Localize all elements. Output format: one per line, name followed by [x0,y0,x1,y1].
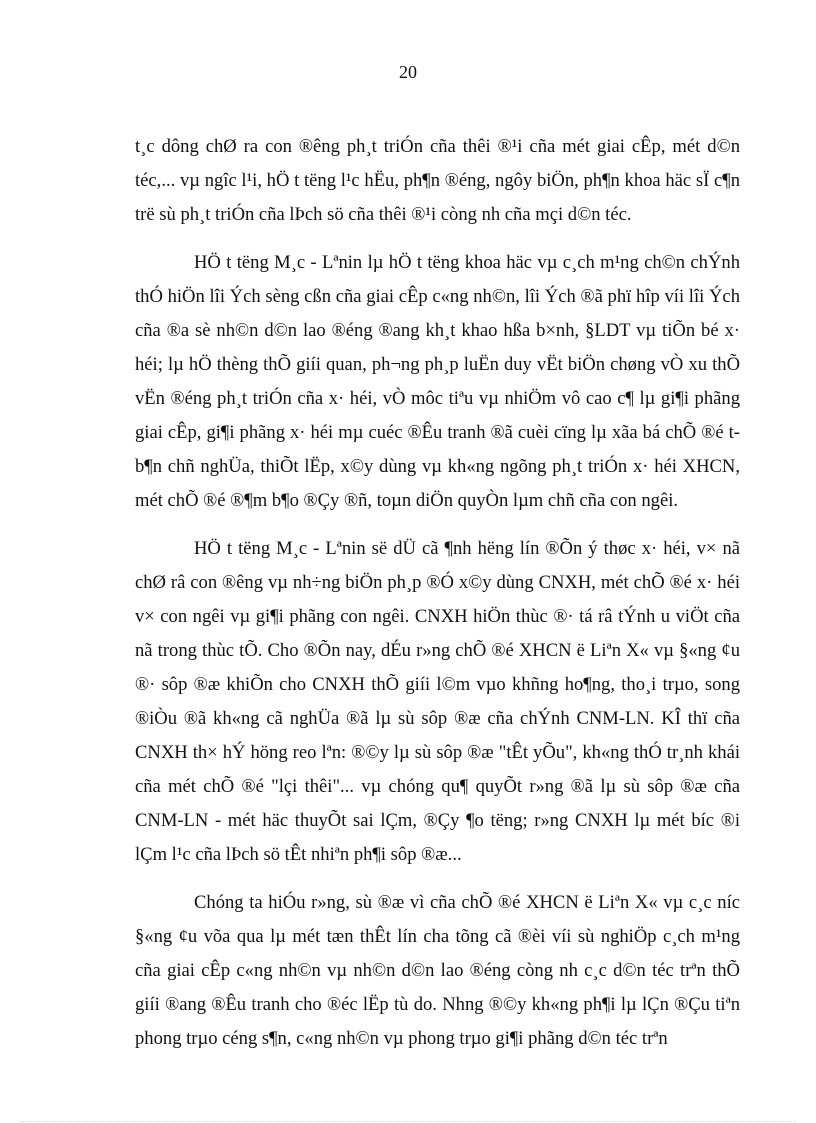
document-body [135,130,740,1070]
paragraph-1: t¸c dông chØ ra con ®êng ph¸t triÓn cña thêi ®¹i cña mét giai cÊp, mét d©n téc,... vµ ngîc l¹i, hÖ t tëng l¹c hËu, ph¶n ®éng, ngôy biÖn, ph¶n khoa häc sÏ c¶n trë sù ph¸t triÓn cña lÞch sö cña thêi ®¹i còng nh cña mçi d©n téc. [135,136,740,225]
paragraph-4: Chóng ta hiÓu r»ng, sù ®æ vì cña chÕ ®é XHCN ë Liªn X« vµ c¸c níc §«ng ¢u võa qua lµ mét tæn thÊt lín cha tõng cã ®èi víi sù nghiÖp c¸ch m¹ng cña giai cÊp c«ng nh©n vµ nh©n d©n lao ®éng còng nh c¸c d©n téc trªn thÕ giíi ®ang ®Êu tranh cho ®éc lËp tù do. Nhng ®©y kh«ng ph¶i lµ lÇn ®Çu tiªn phong trµo céng s¶n, c«ng nh©n vµ phong trµo gi¶i phãng d©n téc trªn [135,892,740,1049]
page-bottom-divider [20,1121,796,1122]
paragraph-2: HÖ t tëng M¸c - Lªnin lµ hÖ t tëng khoa häc vµ c¸ch m¹ng ch©n chÝnh thÓ hiÖn lîi Ých sèng cßn cña giai cÊp c«ng nh©n, lîi Ých ®ã phï hîp víi lîi Ých cña ®a sè nh©n d©n lao ®éng ®ang kh¸t khao hßa b×nh, §LDT vµ tiÕn bé x· héi; lµ hÖ thèng thÕ giíi quan, ph¬ng ph¸p luËn duy vËt biÖn chøng vÒ xu thÕ vËn ®éng ph¸t triÓn cña x· héi, vÒ môc tiªu vµ nhiÖm vô cao c¶ lµ gi¶i phãng giai cÊp, gi¶i phãng x· héi mµ cuéc ®Êu tranh ®ã cuèi cïng lµ xãa bá chÕ ®é t b¶n chñ nghÜa, thiÕt lËp, x©y dùng vµ kh«ng ngõng ph¸t triÓn x· héi XHCN, mét chÕ ®é ®¶m b¶o ®Çy ®ñ, toµn diÖn quyÒn lµm chñ cña con ngêi. [135,252,740,511]
page-number: 20 [399,62,417,82]
paragraph-3: HÖ t tëng M¸c - Lªnin së dÜ cã ¶nh hëng lín ®Õn ý thøc x· héi, v× nã chØ râ con ®êng vµ nh÷ng biÖn ph¸p ®Ó x©y dùng CNXH, mét chÕ ®é x· héi v× con ngêi vµ gi¶i phãng con ngêi. CNXH hiÖn thùc ®· tá râ tÝnh u viÖt cña nã trong thùc tÕ. Cho ®Õn nay, dÉu r»ng chÕ ®é XHCN ë Liªn X« vµ §«ng ¢u ®· sôp ®æ khiÕn cho CNXH thÕ giíi l©m vµo khñng ho¶ng, tho¸i trµo, song ®iÒu ®ã kh«ng cã nghÜa ®ã lµ sù sôp ®æ cña chÝnh CNM-LN. KÎ thï cña CNXH th× hÝ höng reo lªn: ®©y lµ sù sôp ®æ "tÊt yÕu", kh«ng thÓ tr¸nh khái cña mét chÕ ®é "lçi thêi"... vµ chóng qu¶ quyÕt r»ng ®ã lµ sù sôp ®æ cña CNM-LN - mét häc thuyÕt sai lÇm, ®Çy ¶o tëng; r»ng CNXH lµ mét bíc ®i lÇm l¹c cña lÞch sö tÊt nhiªn ph¶i sôp ®æ... [135,538,740,865]
